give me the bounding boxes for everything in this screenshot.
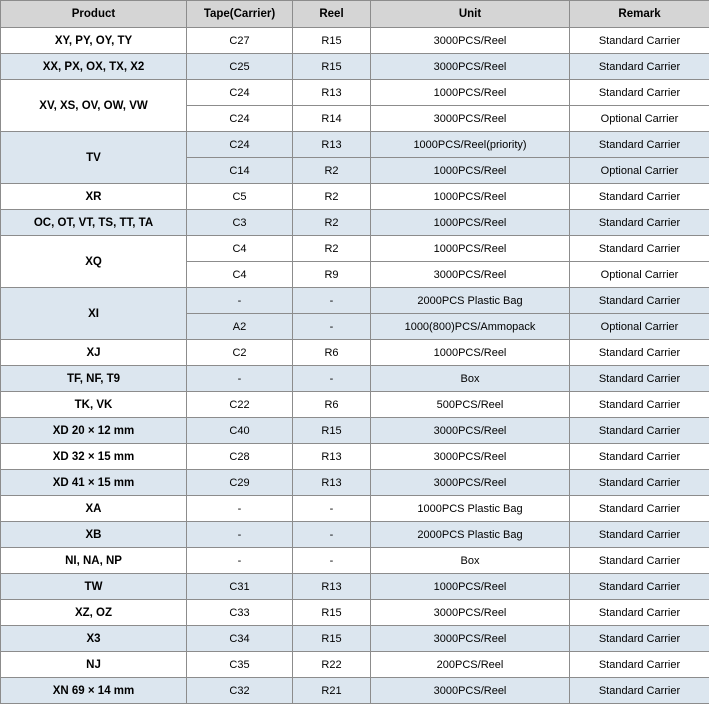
cell-remark: Standard Carrier: [570, 496, 709, 522]
cell-reel: R2: [293, 210, 371, 236]
cell-remark: Standard Carrier: [570, 678, 709, 704]
cell-product: XD 20 × 12 mm: [1, 418, 187, 444]
table-row: [1, 54, 709, 80]
cell-remark: Optional Carrier: [570, 158, 709, 184]
table-row: [1, 574, 709, 600]
cell-unit: 1000PCS/Reel: [371, 210, 570, 236]
table-row: [1, 678, 709, 704]
cell-product: XZ, OZ: [1, 600, 187, 626]
cell-unit: 1000PCS/Reel: [371, 184, 570, 210]
table-row: [1, 80, 709, 106]
cell-unit: 1000PCS/Reel: [371, 158, 570, 184]
cell-unit: 3000PCS/Reel: [371, 54, 570, 80]
cell-product: XQ: [1, 236, 187, 288]
cell-reel: R22: [293, 652, 371, 678]
column-header-unit: Unit: [371, 1, 570, 28]
cell-product: XA: [1, 496, 187, 522]
cell-tape-carrier: -: [187, 496, 293, 522]
cell-product: XN 69 × 14 mm: [1, 678, 187, 704]
cell-remark: Standard Carrier: [570, 28, 709, 54]
cell-tape-carrier: C27: [187, 28, 293, 54]
cell-unit: 1000PCS/Reel: [371, 574, 570, 600]
cell-product: XX, PX, OX, TX, X2: [1, 54, 187, 80]
table-row: [1, 496, 709, 522]
cell-reel: -: [293, 366, 371, 392]
cell-unit: Box: [371, 366, 570, 392]
cell-tape-carrier: C29: [187, 470, 293, 496]
table-row: [1, 28, 709, 54]
cell-remark: Standard Carrier: [570, 418, 709, 444]
table-row: [1, 418, 709, 444]
cell-remark: Standard Carrier: [570, 132, 709, 158]
cell-reel: R21: [293, 678, 371, 704]
cell-remark: Standard Carrier: [570, 574, 709, 600]
cell-reel: R14: [293, 106, 371, 132]
cell-tape-carrier: C3: [187, 210, 293, 236]
cell-unit: 3000PCS/Reel: [371, 626, 570, 652]
cell-unit: 3000PCS/Reel: [371, 418, 570, 444]
cell-reel: -: [293, 496, 371, 522]
table-row: [1, 340, 709, 366]
cell-remark: Standard Carrier: [570, 626, 709, 652]
cell-unit: 2000PCS Plastic Bag: [371, 522, 570, 548]
cell-reel: R6: [293, 392, 371, 418]
cell-reel: R15: [293, 418, 371, 444]
cell-reel: R15: [293, 54, 371, 80]
cell-unit: 3000PCS/Reel: [371, 678, 570, 704]
cell-remark: Standard Carrier: [570, 236, 709, 262]
cell-reel: R9: [293, 262, 371, 288]
cell-remark: Optional Carrier: [570, 314, 709, 340]
table-row: [1, 470, 709, 496]
cell-product: TW: [1, 574, 187, 600]
cell-product: TK, VK: [1, 392, 187, 418]
cell-tape-carrier: C4: [187, 262, 293, 288]
cell-unit: 1000(800)PCS/Ammopack: [371, 314, 570, 340]
cell-reel: R2: [293, 158, 371, 184]
cell-reel: R13: [293, 80, 371, 106]
cell-tape-carrier: -: [187, 548, 293, 574]
cell-reel: -: [293, 314, 371, 340]
table-row: [1, 288, 709, 314]
cell-unit: 1000PCS/Reel: [371, 236, 570, 262]
cell-remark: Standard Carrier: [570, 366, 709, 392]
cell-remark: Standard Carrier: [570, 54, 709, 80]
cell-unit: 1000PCS/Reel(priority): [371, 132, 570, 158]
cell-reel: R15: [293, 626, 371, 652]
column-header-product: Product: [1, 1, 187, 28]
table-row: [1, 236, 709, 262]
cell-product: X3: [1, 626, 187, 652]
table-row: [1, 548, 709, 574]
table-row: [1, 210, 709, 236]
table-row: [1, 444, 709, 470]
cell-tape-carrier: -: [187, 522, 293, 548]
cell-reel: R13: [293, 574, 371, 600]
cell-unit: 1000PCS/Reel: [371, 340, 570, 366]
cell-unit: Box: [371, 548, 570, 574]
cell-tape-carrier: C35: [187, 652, 293, 678]
cell-remark: Standard Carrier: [570, 470, 709, 496]
cell-remark: Standard Carrier: [570, 340, 709, 366]
cell-remark: Standard Carrier: [570, 444, 709, 470]
cell-tape-carrier: C24: [187, 106, 293, 132]
cell-product: XY, PY, OY, TY: [1, 28, 187, 54]
table-header-row: [1, 1, 709, 28]
cell-tape-carrier: C32: [187, 678, 293, 704]
cell-reel: R13: [293, 444, 371, 470]
cell-product: XJ: [1, 340, 187, 366]
cell-unit: 3000PCS/Reel: [371, 470, 570, 496]
cell-unit: 3000PCS/Reel: [371, 262, 570, 288]
column-header-remark: Remark: [570, 1, 709, 28]
cell-remark: Standard Carrier: [570, 548, 709, 574]
table-row: [1, 652, 709, 678]
cell-tape-carrier: C24: [187, 132, 293, 158]
cell-unit: 2000PCS Plastic Bag: [371, 288, 570, 314]
cell-product: TF, NF, T9: [1, 366, 187, 392]
cell-remark: Standard Carrier: [570, 184, 709, 210]
column-header-reel: Reel: [293, 1, 371, 28]
cell-product: NJ: [1, 652, 187, 678]
cell-remark: Optional Carrier: [570, 106, 709, 132]
cell-reel: R6: [293, 340, 371, 366]
cell-tape-carrier: C2: [187, 340, 293, 366]
cell-product: XI: [1, 288, 187, 340]
cell-remark: Standard Carrier: [570, 288, 709, 314]
cell-unit: 3000PCS/Reel: [371, 106, 570, 132]
cell-remark: Standard Carrier: [570, 522, 709, 548]
cell-tape-carrier: A2: [187, 314, 293, 340]
cell-remark: Standard Carrier: [570, 80, 709, 106]
cell-tape-carrier: C25: [187, 54, 293, 80]
cell-tape-carrier: C34: [187, 626, 293, 652]
cell-unit: 200PCS/Reel: [371, 652, 570, 678]
cell-unit: 500PCS/Reel: [371, 392, 570, 418]
cell-product: XD 32 × 15 mm: [1, 444, 187, 470]
cell-product: NI, NA, NP: [1, 548, 187, 574]
table-row: [1, 366, 709, 392]
cell-tape-carrier: C4: [187, 236, 293, 262]
cell-reel: R13: [293, 132, 371, 158]
table-row: [1, 522, 709, 548]
table-row: [1, 392, 709, 418]
cell-remark: Standard Carrier: [570, 652, 709, 678]
cell-remark: Optional Carrier: [570, 262, 709, 288]
cell-reel: R15: [293, 600, 371, 626]
table-row: [1, 626, 709, 652]
cell-remark: Standard Carrier: [570, 600, 709, 626]
table-row: [1, 184, 709, 210]
cell-unit: 3000PCS/Reel: [371, 28, 570, 54]
cell-tape-carrier: -: [187, 288, 293, 314]
cell-reel: -: [293, 522, 371, 548]
cell-remark: Standard Carrier: [570, 392, 709, 418]
cell-unit: 1000PCS Plastic Bag: [371, 496, 570, 522]
cell-reel: R15: [293, 28, 371, 54]
cell-reel: -: [293, 288, 371, 314]
cell-unit: 3000PCS/Reel: [371, 444, 570, 470]
cell-reel: R2: [293, 184, 371, 210]
cell-product: XB: [1, 522, 187, 548]
cell-unit: 3000PCS/Reel: [371, 600, 570, 626]
cell-tape-carrier: C33: [187, 600, 293, 626]
cell-reel: -: [293, 548, 371, 574]
cell-product: XV, XS, OV, OW, VW: [1, 80, 187, 132]
cell-product: XD 41 × 15 mm: [1, 470, 187, 496]
cell-tape-carrier: C14: [187, 158, 293, 184]
cell-reel: R2: [293, 236, 371, 262]
cell-product: XR: [1, 184, 187, 210]
cell-remark: Standard Carrier: [570, 210, 709, 236]
column-header-tape-carrier: Tape(Carrier): [187, 1, 293, 28]
cell-tape-carrier: C24: [187, 80, 293, 106]
cell-tape-carrier: C22: [187, 392, 293, 418]
cell-unit: 1000PCS/Reel: [371, 80, 570, 106]
cell-tape-carrier: -: [187, 366, 293, 392]
table-body: [1, 28, 709, 704]
cell-reel: R13: [293, 470, 371, 496]
table-row: [1, 132, 709, 158]
cell-tape-carrier: C40: [187, 418, 293, 444]
cell-product: OC, OT, VT, TS, TT, TA: [1, 210, 187, 236]
cell-tape-carrier: C28: [187, 444, 293, 470]
cell-tape-carrier: C31: [187, 574, 293, 600]
cell-product: TV: [1, 132, 187, 184]
cell-tape-carrier: C5: [187, 184, 293, 210]
